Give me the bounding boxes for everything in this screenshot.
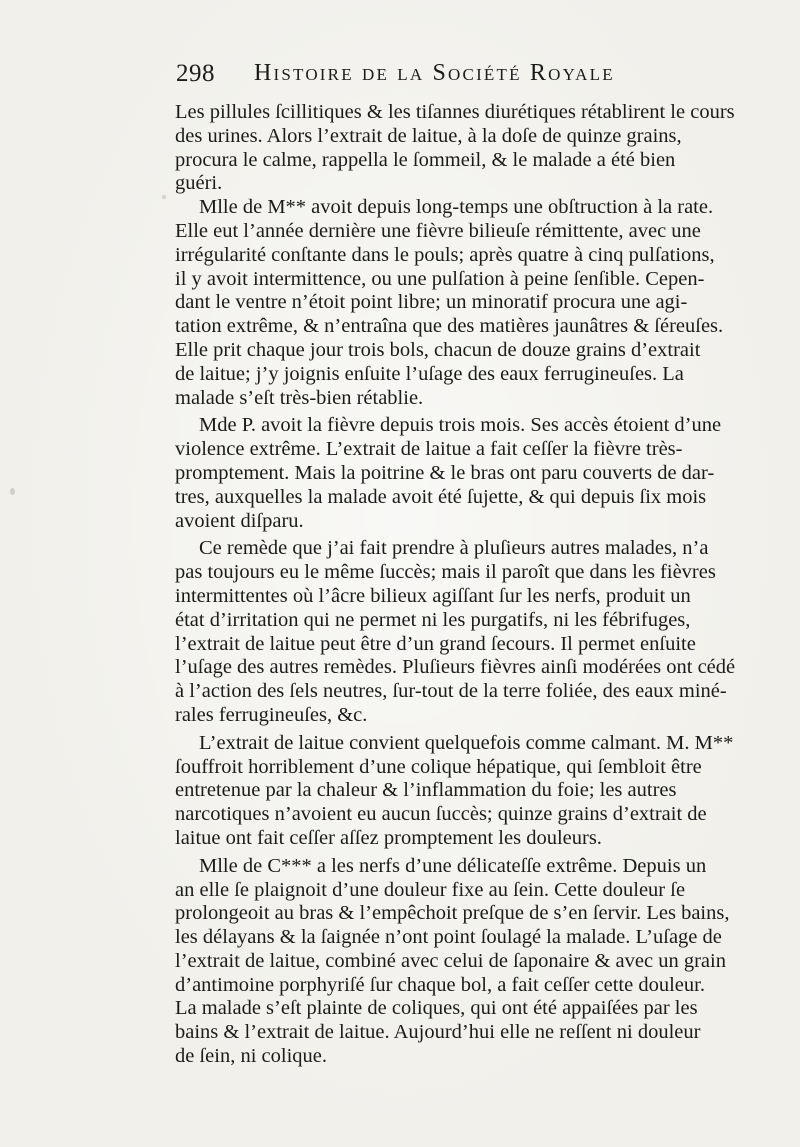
text-line: laitue ont fait ceſſer aſſez promptement les douleurs. [175,826,602,849]
page-header [176,60,776,94]
text-line: violence extrême. L’extrait de laitue a fait ceſſer la fièvre très- [175,438,683,461]
text-line: il y avoit intermittence, ou une pulſation à peine ſenſible. Cepen- [175,267,705,290]
text-line: procura le calme, rappella le ſommeil, & le malade a été bien [175,148,676,171]
paragraph [175,101,765,196]
text-line: les délayans & la ſaignée n’ont point ſoulagé la malade. L’uſage de [175,926,722,949]
text-line: Elle eut l’année dernière une fièvre bilieuſe rémittente, avec une [175,219,701,242]
text-line: tation extrême, & n’entraîna que des matières jaunâtres & ſéreuſes. [175,315,724,338]
paragraph [175,855,765,1069]
paragraph [175,196,765,410]
running-title: Histoire de la Société Royale [254,60,615,86]
text-line: tres, auxquelles la malade avoit été ſujette, & qui depuis ſix mois [175,485,707,508]
text-line: des urines. Alors l’extrait de laitue, à la doſe de quinze grains, [175,124,682,147]
text-line: à l’action des ſels neutres, ſur-tout de la terre foliée, des eaux miné- [175,680,727,703]
text-line: Elle prit chaque jour trois bols, chacun de douze grains d’extrait [175,338,701,361]
ink-speck [162,195,166,199]
text-line: état d’irritation qui ne permet ni les purgatifs, ni les fébrifuges, [175,608,691,631]
text-line: Mde P. avoit la fièvre depuis trois mois. Ses accès étoient d’une [199,414,722,437]
text-line: irrégularité conſtante dans le pouls; après quatre à cinq pulſations, [175,243,715,266]
text-line: entretenue par la chaleur & l’inflammation du foie; les autres [175,779,677,802]
text-line: d’antimoine porphyriſé ſur chaque bol, a fait ceſſer cette douleur. [175,973,705,996]
text-line: ſouffroit horriblement d’une colique hépatique, qui ſembloit être [175,755,702,778]
text-line: de ſein, ni colique. [175,1045,327,1068]
text-line: Ce remède que j’ai fait prendre à pluſieurs autres malades, n’a [199,537,709,560]
page-number: 298 [176,60,215,87]
paragraph [175,537,765,727]
text-line: rales ferrugineuſes, &c. [175,703,368,726]
text-line: narcotiques n’avoient eu aucun ſuccès; quinze grains d’extrait de [175,803,707,826]
text-line: l’extrait de laitue, combiné avec celui de ſaponaire & avec un grain [175,949,726,972]
text-line: Les pillules ſcillitiques & les tiſannes diurétiques rétablirent le cours [175,101,735,123]
text-line: prolongeoit au bras & l’empêchoit preſque de s’en ſervir. Les bains, [175,902,730,925]
text-line: dant le ventre n’étoit point libre; un minoratif procura une agi- [175,291,688,314]
text-line: La malade s’eſt plainte de coliques, qui ont été appaiſées par les [175,997,698,1020]
text-line: l’extrait de laitue peut être d’un grand ſecours. Il permet enſuite [175,632,696,655]
text-line: L’extrait de laitue convient quelquefois comme calmant. M. M** [199,731,734,754]
text-line: l’uſage des autres remèdes. Pluſieurs fièvres ainſi modérées ont cédé [175,656,736,679]
text-line: Mlle de M** avoit depuis long-temps une obſtruction à la rate. [199,196,714,219]
text-line: promptement. Mais la poitrine & le bras ont paru couverts de dar- [175,461,715,484]
text-line: pas toujours eu le même ſuccès; mais il paroît que dans les fièvres [175,561,716,584]
ink-speck [10,488,15,495]
text-line: Mlle de C*** a les nerfs d’une délicateſſe extrême. Depuis un [199,854,707,877]
text-line: bains & l’extrait de laitue. Aujourd’hui elle ne reſſent ni douleur [175,1021,701,1044]
text-line: avoient diſparu. [175,509,304,532]
text-line: intermittentes où l’âcre bilieux agiſſant ſur les nerfs, produit un [175,584,691,607]
text-line: guéri. [175,172,223,195]
paragraph [175,414,765,533]
text-line: de laitue; j’y joignis enſuite l’uſage des eaux ferrugineuſes. La [175,362,684,385]
paragraph [175,732,765,851]
text-line: malade s’eſt très-bien rétablie. [175,386,424,409]
body-text [175,101,765,1069]
text-line: an elle ſe plaignoit d’une douleur fixe au ſein. Cette douleur ſe [175,878,686,901]
